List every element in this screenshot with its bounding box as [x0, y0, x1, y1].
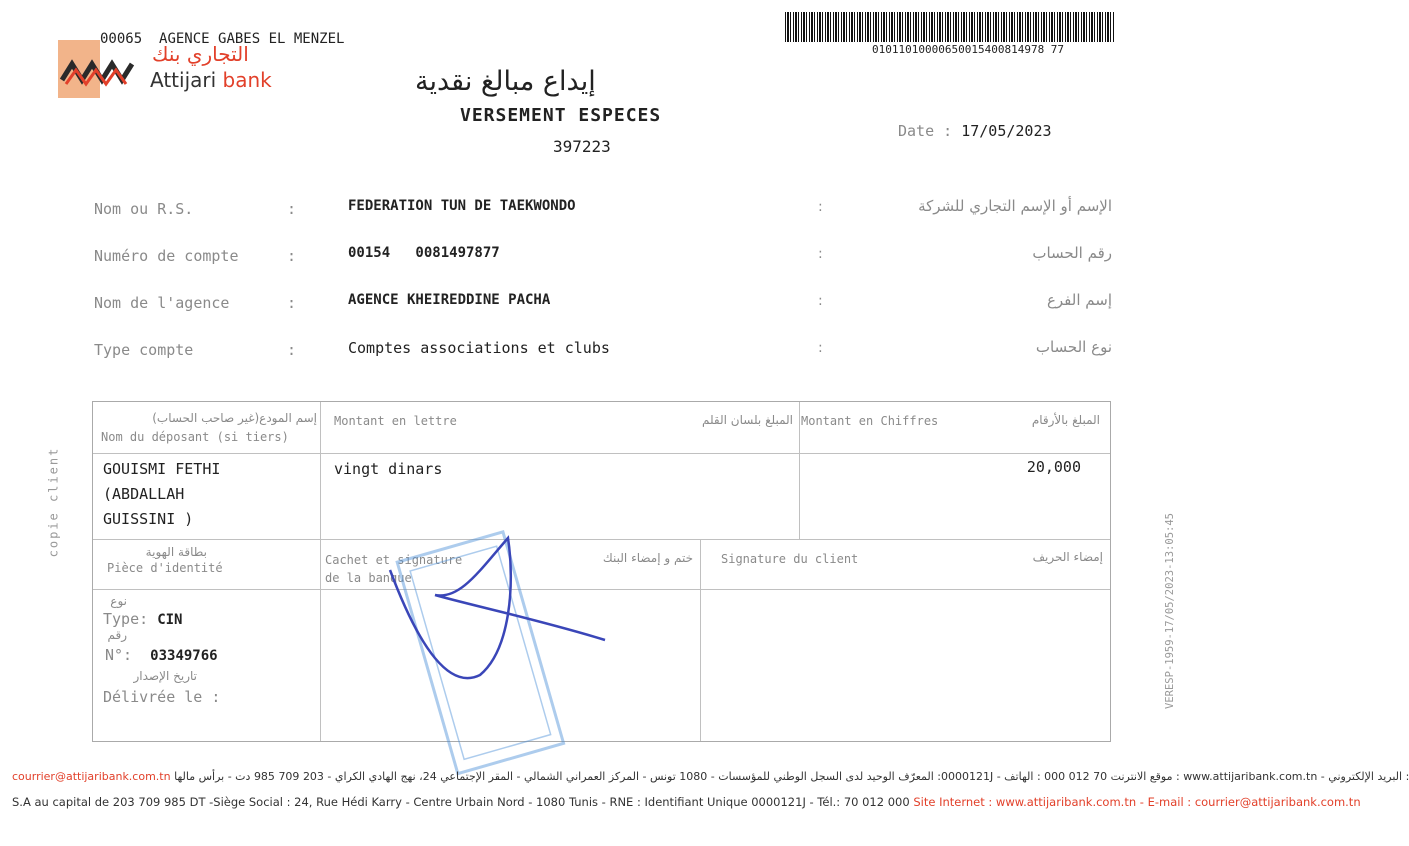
id-type-value: CIN — [157, 612, 183, 628]
field-separator-ar: : — [818, 246, 823, 262]
table-divider — [799, 402, 800, 539]
date-value: 17/05/2023 — [961, 122, 1052, 140]
field-label: Type compte — [94, 341, 194, 359]
bank-stamp-and-signature — [360, 500, 620, 770]
field-value-account-number: 00154 0081497877 — [348, 245, 500, 261]
bank-stamp-label-fr: Cachet et signature — [325, 553, 463, 567]
footer-website[interactable]: Site Internet : www.attijaribank.com.tn - E-mail : courrier@attijaribank.com.tn — [913, 795, 1361, 809]
bank-name-bank: bank — [222, 68, 272, 92]
field-separator-ar: : — [818, 199, 823, 215]
field-label-ar: إسم الفرع — [1046, 291, 1112, 309]
client-signature-label-ar: إمضاء الحريف — [1032, 550, 1103, 564]
field-value-account-type: Comptes associations et clubs — [348, 339, 610, 357]
barcode — [785, 12, 1115, 42]
field-label-ar: الإسم أو الإسم التجاري للشركة — [918, 197, 1112, 215]
field-separator-ar: : — [818, 293, 823, 309]
type-label-ar: نوع — [110, 594, 127, 608]
field-separator: : — [287, 200, 297, 218]
field-separator: : — [287, 341, 297, 359]
issued-label: Délivrée le : — [103, 688, 221, 706]
id-number-label: N°: — [105, 646, 133, 664]
depositor-name-line1: GOUISMI FETHI — [103, 460, 221, 478]
bank-stamp-label-ar: ختم و إمضاء البنك — [602, 551, 693, 565]
title-ar: إيداع مبالغ نقدية — [415, 66, 596, 97]
id-label-ar: بطاقة الهوية — [145, 545, 207, 559]
title-fr: VERSEMENT ESPECES — [460, 105, 662, 126]
depositor-name-line2: (ABDALLAH — [103, 485, 185, 503]
document-number: 397223 — [553, 137, 611, 156]
field-label: Nom de l'agence — [94, 294, 230, 312]
footer-company-info: S.A au capital de 203 709 985 DT -Siège Social : 24, Rue Hédi Karry - Centre Urbain Nord - 1080 Tunis - RNE : Identifiant Unique 0000121J - Tél.: 70 012 000 — [12, 795, 910, 809]
amount-in-figures: 20,000 — [1026, 458, 1081, 476]
agency-code: 00065 — [100, 31, 143, 47]
id-type-row — [103, 610, 182, 628]
id-number-value: 03349766 — [150, 648, 218, 664]
agency-name: AGENCE GABES EL MENZEL — [159, 31, 345, 47]
client-signature-label-fr: Signature du client — [721, 552, 859, 566]
id-number-row — [105, 646, 218, 664]
table-divider — [93, 453, 1110, 454]
num-label-ar: رقم — [107, 628, 127, 642]
footer-email[interactable]: courrier@attijaribank.com.tn — [12, 770, 171, 783]
depositor-label-fr: Nom du déposant (si tiers) — [101, 430, 289, 444]
amount-words-label-ar: المبلغ بلسان القلم — [701, 413, 793, 427]
table-divider — [700, 539, 701, 741]
transaction-reference: VERESP-1959-17/05/2023-13:05:45 — [1164, 513, 1176, 709]
field-label-ar: رقم الحساب — [1032, 244, 1112, 262]
bank-name-attijari: Attijari — [150, 68, 217, 92]
amount-words-label-fr: Montant en lettre — [334, 414, 457, 428]
amount-figures-label-fr: Montant en Chiffres — [801, 414, 939, 428]
footer-line-fr — [12, 795, 1361, 809]
field-value-agency: AGENCE KHEIREDDINE PACHA — [348, 292, 551, 308]
copy-client-label: copie client — [46, 446, 61, 558]
field-value-account-holder: FEDERATION TUN DE TAEKWONDO — [348, 198, 576, 214]
field-separator-ar: : — [818, 340, 823, 356]
id-type-label: Type: — [103, 610, 149, 628]
field-separator: : — [287, 247, 297, 265]
field-label: Numéro de compte — [94, 247, 239, 265]
issued-label-ar: تاريخ الإصدار — [133, 669, 197, 683]
depositor-label-ar: إسم المودع(غير صاحب الحساب) — [152, 411, 317, 425]
bank-stamp-label-fr-2: de la banque — [325, 571, 412, 585]
footer-line-ar — [12, 770, 1409, 783]
amount-in-words: vingt dinars — [334, 460, 443, 478]
attijari-logo-mark — [60, 56, 140, 86]
footer-text-ar: : البريد الإلكتروني - www.attijaribank.com.tn : موقع الانترنت 70 012 000 : الهاتف - 0000121J: المعرّف الوحيد لدى السجل الوطني للمؤسسات - 1080 تونس - المركز العمراني الشمالي - المقر الإجتماعي 24، نهج الهادي الكراي - 203 709 985 دت - برأس مالها — [174, 770, 1409, 783]
date-label: Date : — [898, 122, 953, 140]
field-label: Nom ou R.S. — [94, 200, 194, 218]
id-label-fr: Pièce d'identité — [107, 561, 223, 575]
barcode-number: 01011010000650015400814978 77 — [872, 43, 1065, 56]
amount-figures-label-ar: المبلغ بالأرقام — [1031, 413, 1100, 427]
table-divider — [320, 402, 321, 741]
bank-name-ar: التجاري بنك — [152, 42, 249, 66]
date-row — [898, 122, 1052, 140]
field-separator: : — [287, 294, 297, 312]
bank-name-fr — [150, 68, 272, 92]
depositor-name-line3: GUISSINI ) — [103, 510, 194, 528]
field-label-ar: نوع الحساب — [1035, 338, 1112, 356]
